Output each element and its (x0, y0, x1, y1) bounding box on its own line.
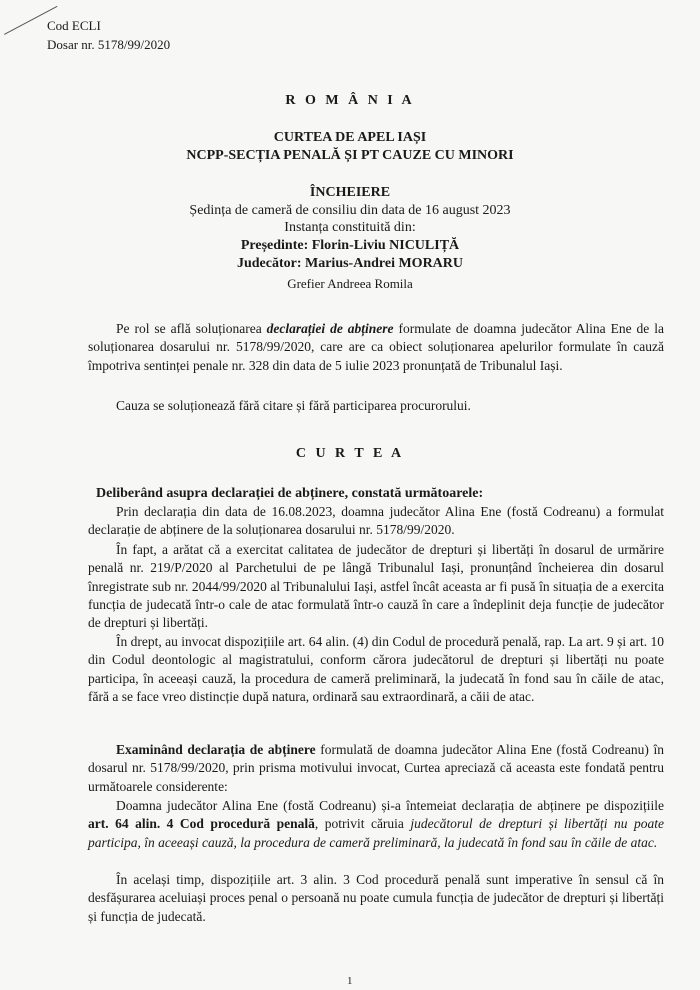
case-number: Dosar nr. 5178/99/2020 (47, 37, 171, 52)
panel-heading: Instanța constituită din: (284, 220, 416, 235)
case-header (47, 16, 170, 54)
procedure-paragraph: Cauza se soluționează fără citare și fără participarea procurorului. (116, 398, 471, 413)
section-title-curtea: C U R T E A (295, 446, 405, 461)
page-number: 1 (347, 975, 353, 987)
session-info: Ședința de cameră de consiliu din data de 16 august 2023 (189, 203, 511, 218)
court-section: NCPP-SECȚIA PENALĂ ȘI PT CAUZE CU MINORI (186, 148, 514, 163)
intro-paragraph: Pe rol se află soluționarea declarației de abținere formulate de doamna judecător Alina Ene de la soluționarea dosarului nr. 5178/99/2020, care are ca obiect soluționarea apelurilor formulate în cauză împotriva sentinței penale nr. 328 din data de 5 iulie 2023 pronunțată de Tribunalul Iași. (88, 321, 664, 373)
paragraph-imperative: În același timp, dispozițiile art. 3 alin. 3 Cod procedură penală sunt imperative în sensul că în desfășurarea aceluiași proces penal o persoană nu poate cumula funcția de judecător de drepturi și libertăți și funcția de judecată. (88, 872, 664, 924)
paragraph-law: În drept, au invocat dispozițiile art. 64 alin. (4) din Codul de procedură penală, rap. La art. 9 și art. 10 din Codul deontologic al magistratului, conform cărora judecătorul de drepturi și libertăți nu poate participa, în aceeași cauză, la procedura de cameră preliminară, la judecată în fond sau în căile de atac, fără a se face vreo distincție după natura, ordinară sau extraordinară, a căii de atac. (88, 634, 664, 704)
judge: Judecător: Marius-Andrei MORARU (236, 256, 464, 271)
ecli-code: Cod ECLI (47, 18, 101, 33)
deliberation-heading: Deliberând asupra declarației de abținere, constată următoarele: (96, 486, 484, 501)
country-title: R O M Â N I A (285, 93, 415, 108)
president-judge: Președinte: Florin-Liviu NICULIȚĂ (240, 238, 460, 253)
paragraph-legal-basis: Doamna judecător Alina Ene (fostă Codreanu) și-a întemeiat declarația de abținere pe dispozițiile art. 64 alin. 4 Cod procedură penală, potrivit căruia judecătorul de drepturi și libertăți nu poate participa, în aceeași cauză, la procedura de cameră preliminară, la judecată în fond sau în căile de atac. (88, 798, 664, 850)
paragraph-declaration: Prin declarația din data de 16.08.2023, doamna judecător Alina Ene (fostă Codreanu) a formulat declarație de abținere de la soluționarea dosarului nr. 5178/99/2020. (88, 504, 664, 538)
paragraph-facts: În fapt, a arătat că a exercitat calitatea de judecător de drepturi și libertăți în dosarul de urmărire penală nr. 219/P/2020 al Parchetului de pe lângă Tribunalul Iași, pronunțând încheierea din dosarul înregistrate sub nr. 2044/99/2020 al Tribunalului Iași, astfel încât aceasta ar fi pusă în situația de a exercita funcția de judecată într-o cale de atac formulată într-o cauză în care a îndeplinit deja funcție de judecător de drepturi și libertăți. (88, 542, 664, 631)
clerk: Grefier Andreea Romila (287, 276, 413, 291)
paragraph-examination: Examinând declarația de abținere formulată de doamna judecător Alina Ene (fostă Codreanu) în dosarul nr. 5178/99/2020, prin prisma motivului invocat, Curtea apreciază că aceasta este fondată pentru următoarele considerente: (88, 742, 664, 794)
document-type: ÎNCHEIERE (309, 185, 391, 200)
court-name: CURTEA DE APEL IAȘI (273, 130, 427, 145)
